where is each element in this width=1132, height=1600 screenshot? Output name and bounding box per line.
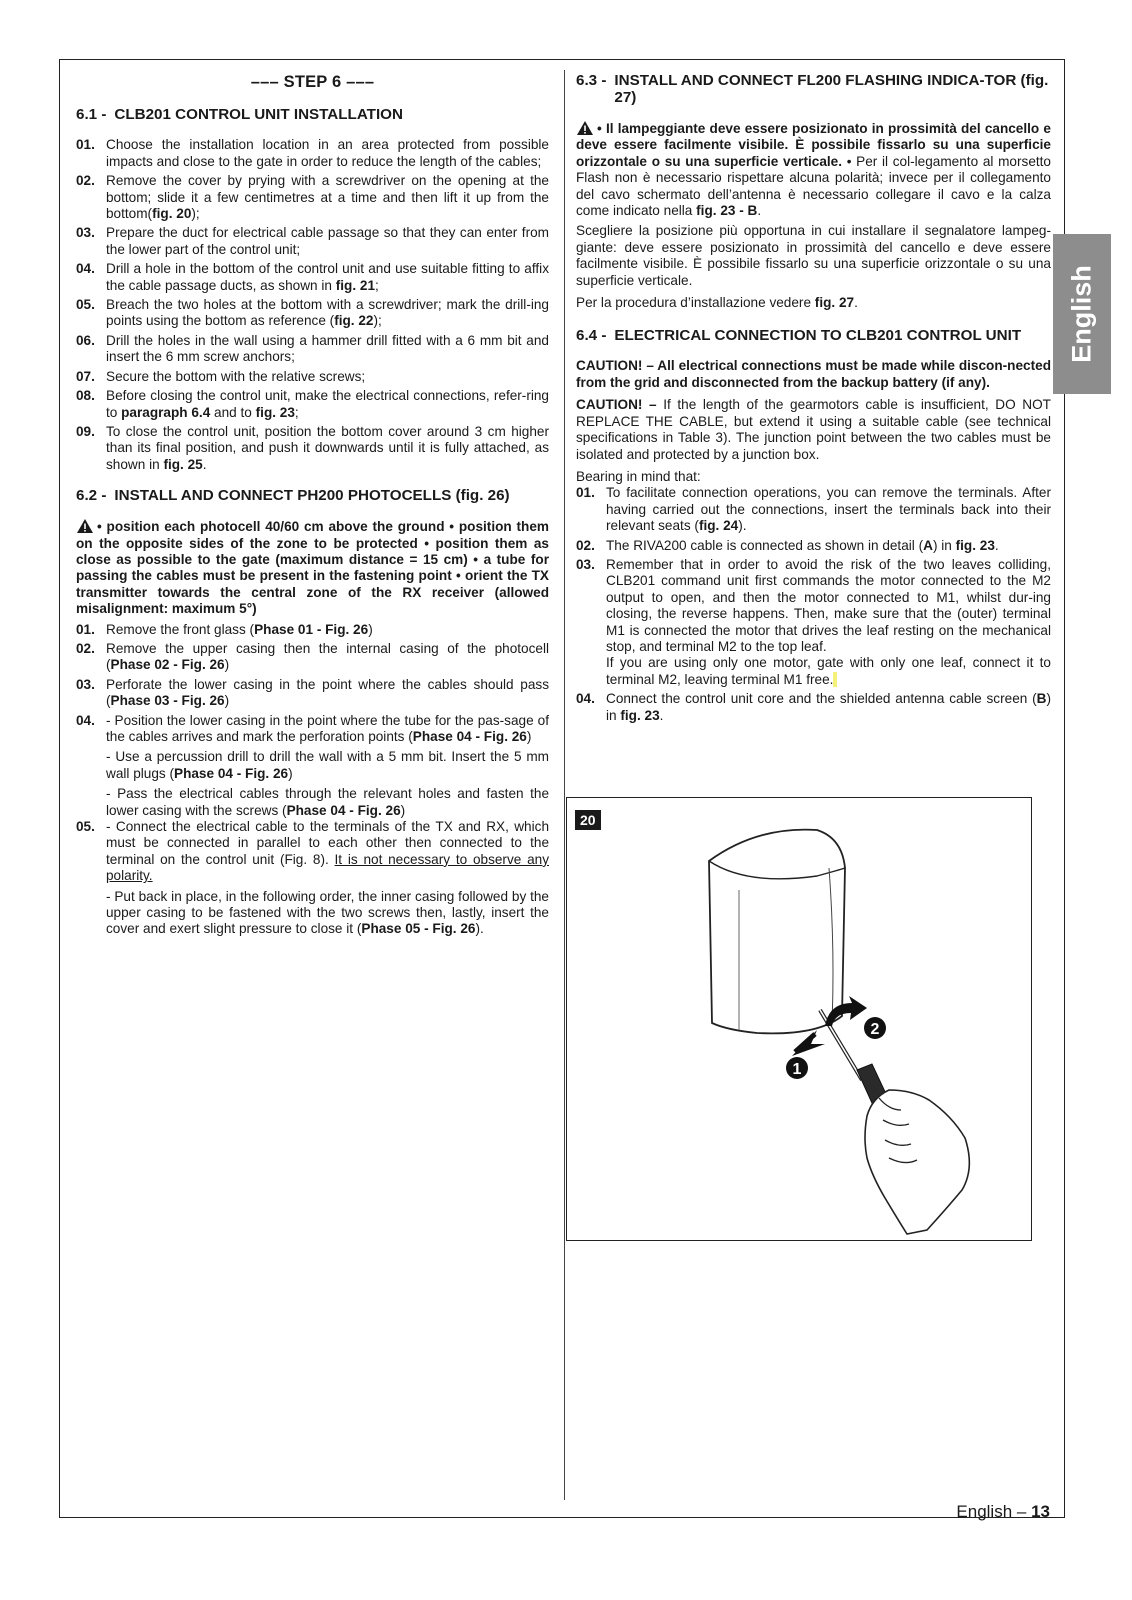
section-6-2-item — [76, 622, 549, 638]
control-unit-illustration — [567, 798, 1031, 1240]
item-text: To facilitate connection operations, you can remove the terminals. After having carried out the connections, insert the terminals back into their relevant seats (fig. 24). — [606, 485, 1051, 534]
left-column — [76, 68, 549, 952]
column-divider — [564, 70, 565, 1500]
section-6-1-item — [76, 333, 549, 366]
item-number: 01. — [76, 137, 95, 153]
right-column — [576, 68, 1051, 738]
item-text: - Connect the electrical cable to the terminals of the TX and RX, which must be connected in parallel to each other then connected to the terminal on the control unit (Fig. 8). It is not necessary to observe any polarity. — [106, 819, 549, 884]
figure-label: 20 — [575, 810, 601, 830]
item-number: 02. — [76, 173, 95, 189]
section-6-2-sub-item: - Put back in place, in the following order, the inner casing followed by the upper casing to be fastened with the two screws then, lastly, insert the cover and exert slight pressure to close it (Phase 05 - Fig. 26). — [106, 888, 549, 937]
item-number: 01. — [576, 485, 595, 501]
item-text: Prepare the duct for electrical cable passage so that they can enter from the lower part of the control unit; — [106, 225, 549, 257]
item-number: 07. — [76, 368, 95, 384]
section-6-1-item — [76, 225, 549, 258]
section-6-2-heading: 6.2 - INSTALL AND CONNECT PH200 PHOTOCELLS (fig. 26) — [76, 487, 510, 505]
footer-separator: – — [1012, 1502, 1032, 1521]
item-number: 05. — [76, 819, 95, 835]
footer-language: English — [956, 1502, 1013, 1521]
item-number: 02. — [76, 640, 95, 656]
section-6-4-item — [576, 485, 1051, 534]
section-6-2-item — [76, 713, 549, 746]
section-6-4-caution: CAUTION! – All electrical connections must be made while discon-nected from the grid and disconnected from the backup battery (if any). — [576, 358, 1051, 390]
step-heading: ––– STEP 6 ––– — [250, 73, 375, 91]
section-6-4-list — [576, 485, 1051, 724]
item-number: 05. — [76, 297, 95, 313]
item-number: 04. — [576, 691, 595, 707]
item-text: - Position the lower casing in the point where the tube for the pas-sage of the cables arrives and mark the perforation points (Phase 04 - Fig. 26) — [106, 712, 549, 744]
section-6-3-heading: 6.3 - INSTALL AND CONNECT FL200 FLASHING INDICA-TOR (fig. 27) — [576, 72, 1049, 106]
control-unit-cover — [709, 830, 845, 1034]
section-6-1-item — [76, 388, 549, 421]
item-text: Breach the two holes at the bottom with a screwdriver; mark the drill-ing points using the bottom as reference (fig. 22); — [106, 297, 549, 329]
section-6-1-item — [76, 369, 549, 385]
section-6-1-item — [76, 424, 549, 473]
section-6-2-item — [76, 641, 549, 674]
language-side-tab: English — [1053, 234, 1111, 394]
section-6-4-caution-cable: CAUTION! – If the length of the gearmotors cable is insufficient, DO NOT REPLACE THE CABLE, but extend it using a suitable cable (see technical specifications in Table 3). The junction point between the two cables must be isolated and protected by a junction box. — [576, 397, 1051, 462]
section-6-4-bearing: Bearing in mind that: — [576, 468, 701, 484]
section-6-2-sub-item: - Pass the electrical cables through the relevant holes and fasten the lower casing with the screws (Phase 04 - Fig. 26) — [106, 786, 549, 818]
section-6-3-procedure-ref: Per la procedura d’installazione vedere fig. 27. — [576, 295, 858, 311]
section-6-2-item — [76, 677, 549, 710]
section-6-2-list — [76, 622, 549, 938]
item-number: 09. — [76, 423, 95, 439]
section-6-2-warning: • position each photocell 40/60 cm above the ground • position them on the opposite sides of the zone to be protected • position them as close as possible to the gate (maximum distance = 15 cm) • a tube for passing the cables must be present in the fastening point • orient the TX transmitter towards the central zone of the RX receiver (allowed misalignment: maximum 5°) — [76, 519, 549, 617]
item-text: Choose the installation location in an area protected from possible impacts and close to the gate in order to reduce the length of the cables; — [106, 137, 549, 169]
section-6-2-sub-item: - Use a percussion drill to drill the wall with a 5 mm bit. Insert the 5 mm wall plugs (Phase 04 - Fig. 26) — [106, 749, 549, 781]
section-6-1-item — [76, 173, 549, 222]
item-number: 04. — [76, 712, 95, 728]
figure-20 — [566, 797, 1032, 1241]
item-text: Before closing the control unit, make the electrical connections, refer-ring to paragraph 6.4 and to fig. 23; — [106, 388, 549, 420]
callout-2-text: 2 — [870, 1021, 880, 1038]
page-number: 13 — [1031, 1502, 1050, 1521]
section-6-3-warning-text: • Il lampeggiante deve essere posizionato in prossimità del cancello e deve essere facilmente visibile. È possibile fissarlo su una superficie orizzontale o su una superficie verticale. • Per il col-legamento al morsetto Flash non è necessario rispettare alcuna polarità; invece per il collegamento del cavo schermato dell’antenna è necessario collegare il cavo e la calza come indicato nella fig. 23 - B. — [576, 121, 1051, 219]
item-text: Remove the cover by prying with a screwdriver on the opening at the bottom; slide it a few centimetres at a time and then lift it up from the bottom(fig. 20); — [106, 173, 549, 222]
item-text: Remember that in order to avoid the risk of the two leaves colliding, CLB201 command unit first commands the motor connected to the M2 output to open, and then the motor connected to M1, whilst dur-ing closing, the reverse happens. Then, make sure that the (outer) terminal M1 is connected the motor that drives the leaf resting on the mechanical stop, and terminal M2 to the top leaf. If you are using only one motor, gate with only one leaf, connect it to terminal M2, leaving terminal M1 free. — [606, 556, 1051, 687]
section-6-4-heading: 6.4 - ELECTRICAL CONNECTION TO CLB201 CONTROL UNIT — [576, 327, 1022, 345]
section-6-3-warning — [576, 120, 1051, 219]
item-text: Remove the upper casing then the internal casing of the photocell (Phase 02 - Fig. 26) — [106, 640, 549, 673]
item-text: Drill a hole in the bottom of the control unit and use suitable fitting to affix the cable passage ducts, as shown in fig. 21; — [106, 261, 549, 293]
item-text: To close the control unit, position the bottom cover around 3 cm higher than its final position, and push it downwards until it is fully attached, as shown in fig. 25. — [106, 423, 549, 472]
item-number: 02. — [576, 537, 595, 553]
page-footer — [956, 1502, 1050, 1522]
warning-icon — [76, 518, 94, 534]
hand — [865, 1090, 969, 1234]
item-text: Perforate the lower casing in the point where the cables should pass (Phase 03 - Fig. 26) — [106, 676, 549, 709]
item-text: Secure the bottom with the relative screws; — [106, 368, 366, 384]
section-6-4-item — [576, 538, 1051, 554]
item-number: 08. — [76, 388, 95, 404]
item-text: Drill the holes in the wall using a hammer drill fitted with a 6 mm bit and insert the 6 mm screw anchors; — [106, 332, 549, 365]
section-6-1-item — [76, 297, 549, 330]
warning-icon — [576, 120, 594, 136]
item-number: 04. — [76, 261, 95, 277]
item-number: 01. — [76, 621, 95, 637]
item-number: 06. — [76, 332, 95, 348]
section-6-1-item — [76, 137, 549, 170]
item-number: 03. — [76, 676, 95, 692]
item-text: The RIVA200 cable is connected as shown in detail (A) in fig. 23. — [606, 537, 999, 553]
item-text: Remove the front glass (Phase 01 - Fig. 26) — [106, 621, 373, 637]
section-6-3-paragraph: Scegliere la posizione più opportuna in cui installare il segnalatore lampeg-giante: deve essere posizionato in prossimità del cancello e deve essere facilmente visibile. È possibile fissarlo su una superficie orizzontale o su una superficie verticale. — [576, 223, 1051, 288]
section-6-1-item — [76, 261, 549, 294]
item-number: 03. — [76, 225, 95, 241]
callout-1-text: 1 — [792, 1061, 802, 1078]
section-6-4-item — [576, 691, 1051, 724]
item-text: Connect the control unit core and the shielded antenna cable screen (B) in fig. 23. — [606, 691, 1051, 723]
section-6-2-item — [76, 819, 549, 885]
item-number: 03. — [576, 556, 595, 572]
section-6-4-item — [576, 557, 1051, 688]
section-6-1-list — [76, 137, 549, 473]
section-6-1-heading: 6.1 - CLB201 CONTROL UNIT INSTALLATION — [76, 106, 403, 124]
